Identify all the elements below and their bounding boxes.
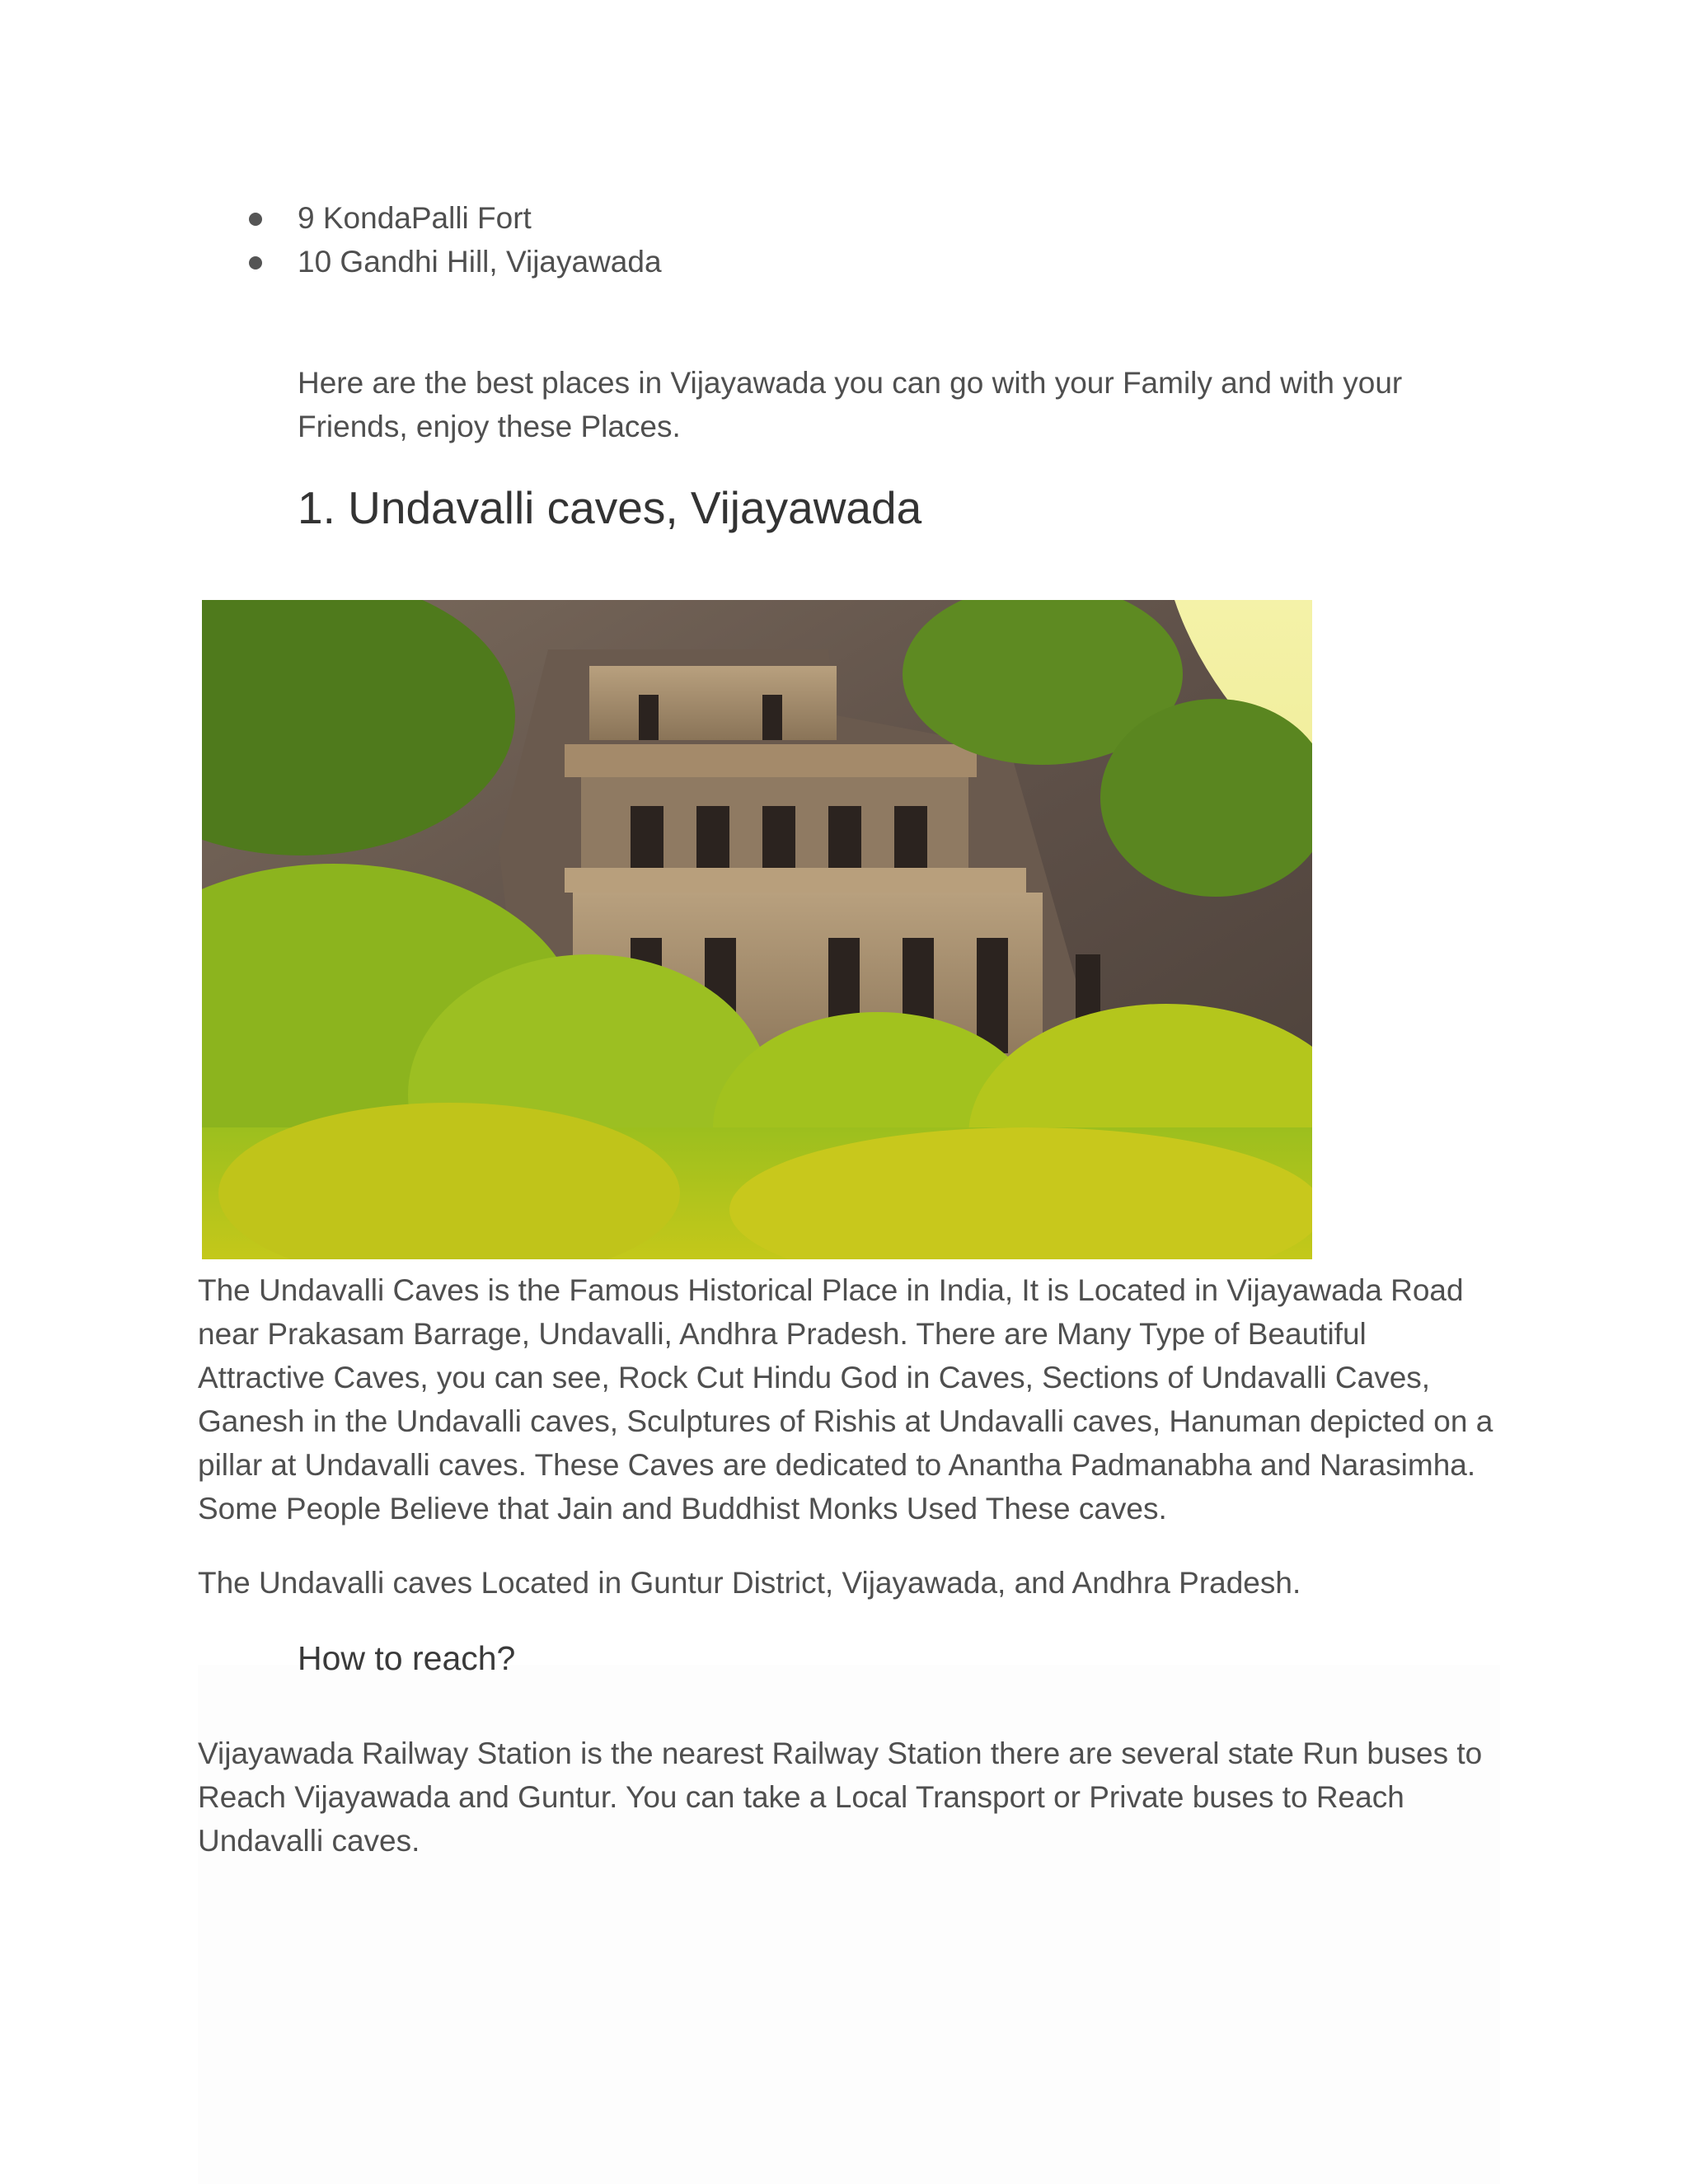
location-paragraph: The Undavalli caves Located in Guntur District, Vijayawada, and Andhra Pradesh. — [198, 1566, 1301, 1600]
description-paragraph: The Undavalli Caves is the Famous Historical Place in India, It is Located in Vijayawada Road near Prakasam Barrage, Undavalli, Andhra Pradesh. There are Many Type of Beautiful Attractive Caves, you can see, Rock Cut Hindu God in Caves, Sections of Undavalli Caves, Ganesh in the Undavalli caves, Sculptures of Rishis at Undavalli caves, Hanuman depicted on a pillar at Undavalli caves. These Caves are dedicated to Anantha Padmanabha and Narasimha. Some People Believe that Jain and Buddhist Monks Used These caves. — [198, 1273, 1493, 1526]
reach-heading: How to reach? — [298, 1639, 516, 1677]
section-heading: 1. Undavalli caves, Vijayawada — [298, 482, 922, 533]
intro-paragraph: Here are the best places in Vijayawada you can go with your Family and with your Friends, enjoy these Places. — [298, 366, 1403, 443]
undavalli-caves-photo — [202, 600, 1312, 1259]
bullet-icon — [249, 213, 262, 226]
bullet-icon — [249, 256, 262, 269]
reach-paragraph: Vijayawada Railway Station is the nearest Railway Station there are several state Run buses to Reach Vijayawada and Guntur. You can take a Local Transport or Private buses to Reach Undavalli caves. — [198, 1736, 1483, 1858]
list-item-label: 10 Gandhi Hill, Vijayawada — [298, 245, 662, 279]
list-item-label: 9 KondaPalli Fort — [298, 201, 532, 235]
